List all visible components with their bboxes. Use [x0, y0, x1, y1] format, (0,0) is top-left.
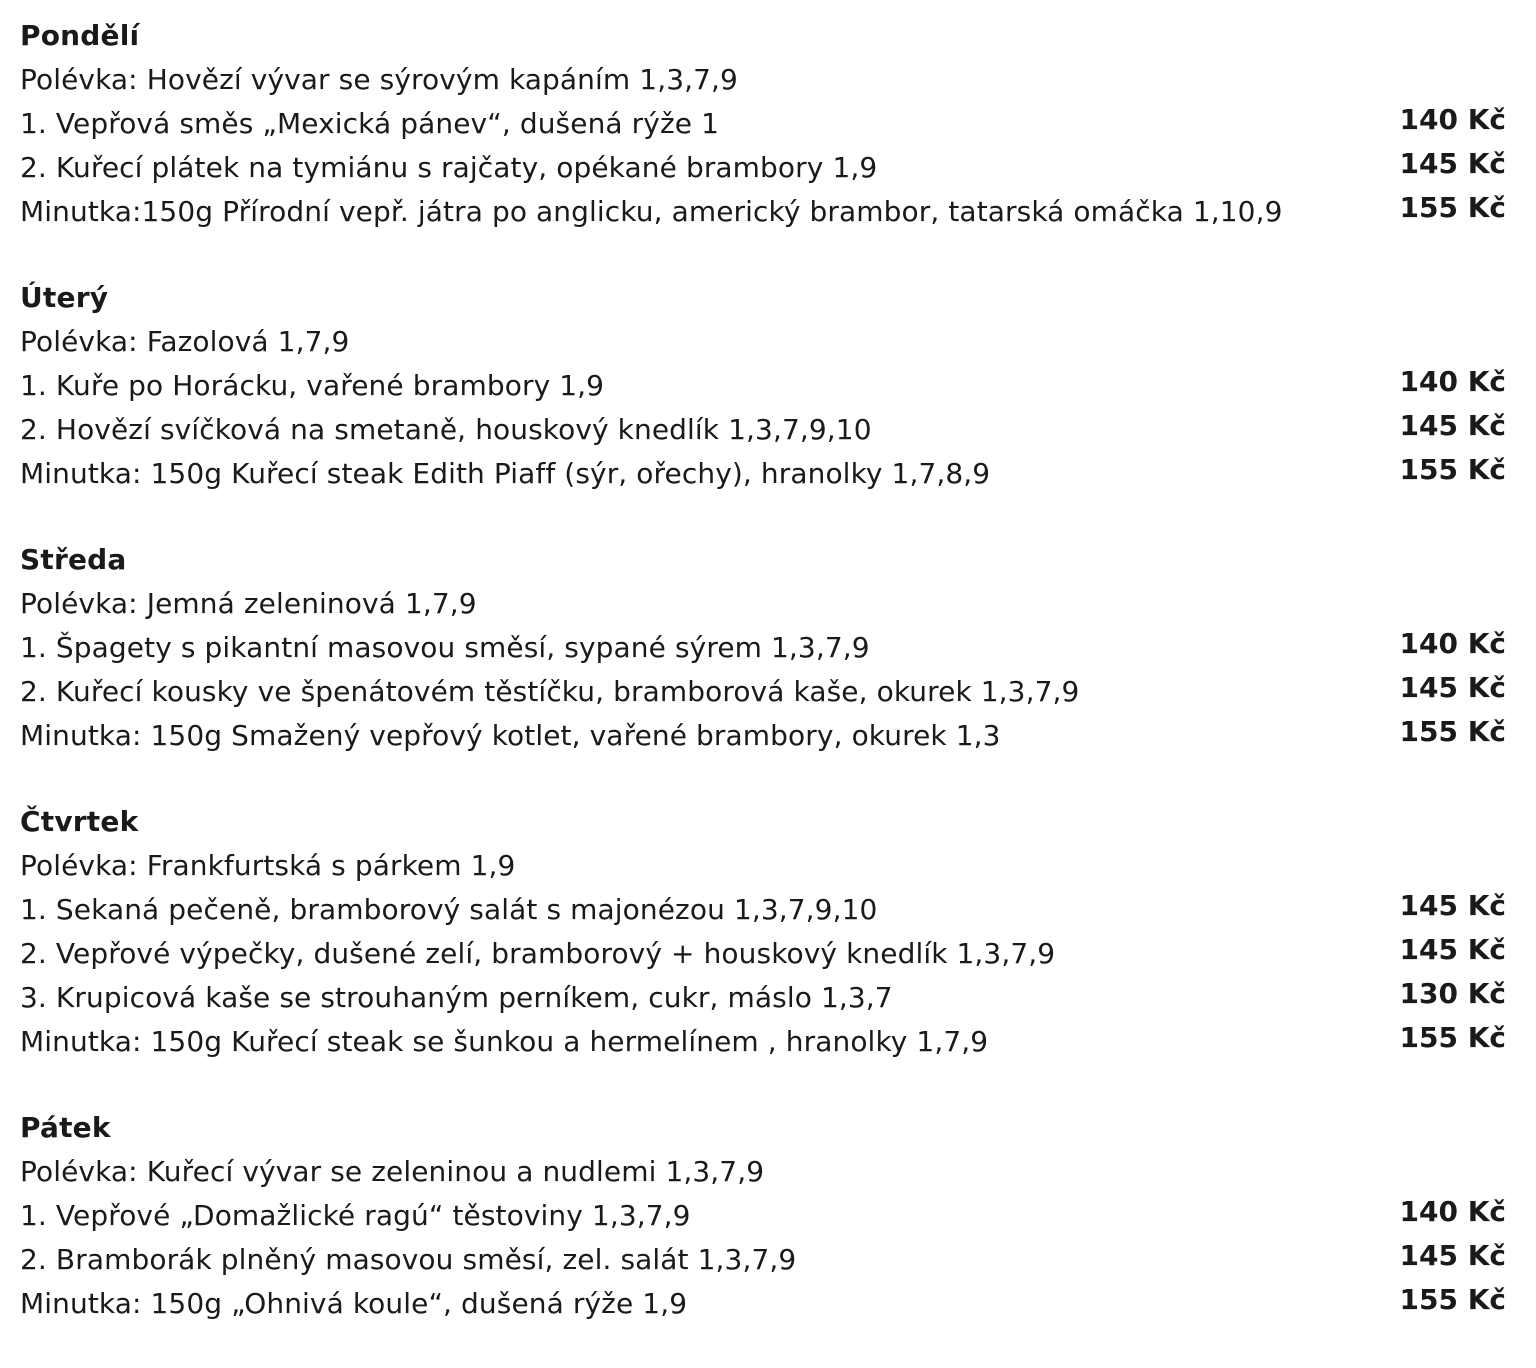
menu-item [20, 626, 1506, 670]
menu-item [20, 452, 1506, 496]
menu-item [20, 1020, 1506, 1064]
menu-item-description: 2. Vepřové výpečky, dušené zelí, bramborový + houskový knedlík 1,3,7,9 [20, 937, 1056, 970]
menu-item-description: Polévka: Frankfurtská s párkem 1,9 [20, 849, 516, 882]
menu-item [20, 976, 1506, 1020]
menu-item-price: 145 Kč [1399, 671, 1506, 704]
day-title: Pátek [20, 1111, 111, 1144]
menu-item-price: 145 Kč [1399, 933, 1506, 966]
menu-item [20, 714, 1506, 758]
menu-item-description: Polévka: Hovězí vývar se sýrovým kapáním 1,3,7,9 [20, 63, 738, 96]
menu-item [20, 1282, 1506, 1326]
menu-item-description: Polévka: Jemná zeleninová 1,7,9 [20, 587, 477, 620]
menu-item-description: 1. Špagety s pikantní masovou směsí, sypané sýrem 1,3,7,9 [20, 631, 870, 664]
day-title: Středa [20, 543, 127, 576]
menu-item [20, 320, 1506, 364]
menu-item-price: 140 Kč [1399, 365, 1506, 398]
menu-item-description: Minutka:150g Přírodní vepř. játra po anglicku, americký brambor, tatarská omáčka 1,10,9 [20, 195, 1283, 228]
menu-item-price: 140 Kč [1399, 627, 1506, 660]
menu-item [20, 58, 1506, 102]
menu-item-description: 2. Hovězí svíčková na smetaně, houskový knedlík 1,3,7,9,10 [20, 413, 872, 446]
menu-item-description: Polévka: Kuřecí vývar se zeleninou a nudlemi 1,3,7,9 [20, 1155, 765, 1188]
menu-item [20, 888, 1506, 932]
menu-item-description: Polévka: Fazolová 1,7,9 [20, 325, 350, 358]
menu-item [20, 364, 1506, 408]
menu-item [20, 932, 1506, 976]
menu-item [20, 146, 1506, 190]
menu-item [20, 1194, 1506, 1238]
menu-item [20, 1238, 1506, 1282]
menu-item [20, 844, 1506, 888]
day-section [20, 14, 1506, 234]
menu-item [20, 102, 1506, 146]
menu-item-price: 155 Kč [1399, 715, 1506, 748]
menu-item-price: 155 Kč [1399, 1021, 1506, 1054]
menu-item-description: Minutka: 150g Kuřecí steak Edith Piaff (sýr, ořechy), hranolky 1,7,8,9 [20, 457, 991, 490]
menu-item-description: 3. Krupicová kaše se strouhaným perníkem, cukr, máslo 1,3,7 [20, 981, 893, 1014]
day-section [20, 538, 1506, 758]
menu-item-price: 155 Kč [1399, 1283, 1506, 1316]
menu-item [20, 408, 1506, 452]
menu-item-description: 1. Sekaná pečeně, bramborový salát s majonézou 1,3,7,9,10 [20, 893, 878, 926]
menu-item-description: 2. Kuřecí plátek na tymiánu s rajčaty, opékané brambory 1,9 [20, 151, 878, 184]
menu-item-description: Minutka: 150g Kuřecí steak se šunkou a hermelínem , hranolky 1,7,9 [20, 1025, 989, 1058]
day-title: Úterý [20, 281, 109, 314]
menu-item-description: 1. Kuře po Horácku, vařené brambory 1,9 [20, 369, 605, 402]
menu-item-price: 155 Kč [1399, 191, 1506, 224]
menu-item-description: 1. Vepřové „Domažlické ragú“ těstoviny 1,3,7,9 [20, 1199, 691, 1232]
menu-item-price: 155 Kč [1399, 453, 1506, 486]
day-section [20, 276, 1506, 496]
menu-item-description: 2. Kuřecí kousky ve špenátovém těstíčku, bramborová kaše, okurek 1,3,7,9 [20, 675, 1080, 708]
menu-item-description: 1. Vepřová směs „Mexická pánev“, dušená rýže 1 [20, 107, 719, 140]
menu-item-price: 145 Kč [1399, 409, 1506, 442]
menu-item [20, 582, 1506, 626]
menu-item-price: 130 Kč [1399, 977, 1506, 1010]
day-title: Pondělí [20, 19, 140, 52]
menu-item-price: 140 Kč [1399, 103, 1506, 136]
day-section [20, 1106, 1506, 1326]
day-title: Čtvrtek [20, 805, 139, 838]
menu-item-price: 145 Kč [1399, 889, 1506, 922]
menu-item-price: 145 Kč [1399, 1239, 1506, 1272]
day-section [20, 800, 1506, 1064]
menu-item-description: Minutka: 150g „Ohnivá koule“, dušená rýže 1,9 [20, 1287, 688, 1320]
weekly-menu [20, 14, 1506, 1368]
menu-item [20, 190, 1506, 234]
menu-item-description: Minutka: 150g Smažený vepřový kotlet, vařené brambory, okurek 1,3 [20, 719, 1001, 752]
menu-item-price: 145 Kč [1399, 147, 1506, 180]
menu-item [20, 670, 1506, 714]
menu-item-description: 2. Bramborák plněný masovou směsí, zel. salát 1,3,7,9 [20, 1243, 797, 1276]
menu-item-price: 140 Kč [1399, 1195, 1506, 1228]
menu-item [20, 1150, 1506, 1194]
